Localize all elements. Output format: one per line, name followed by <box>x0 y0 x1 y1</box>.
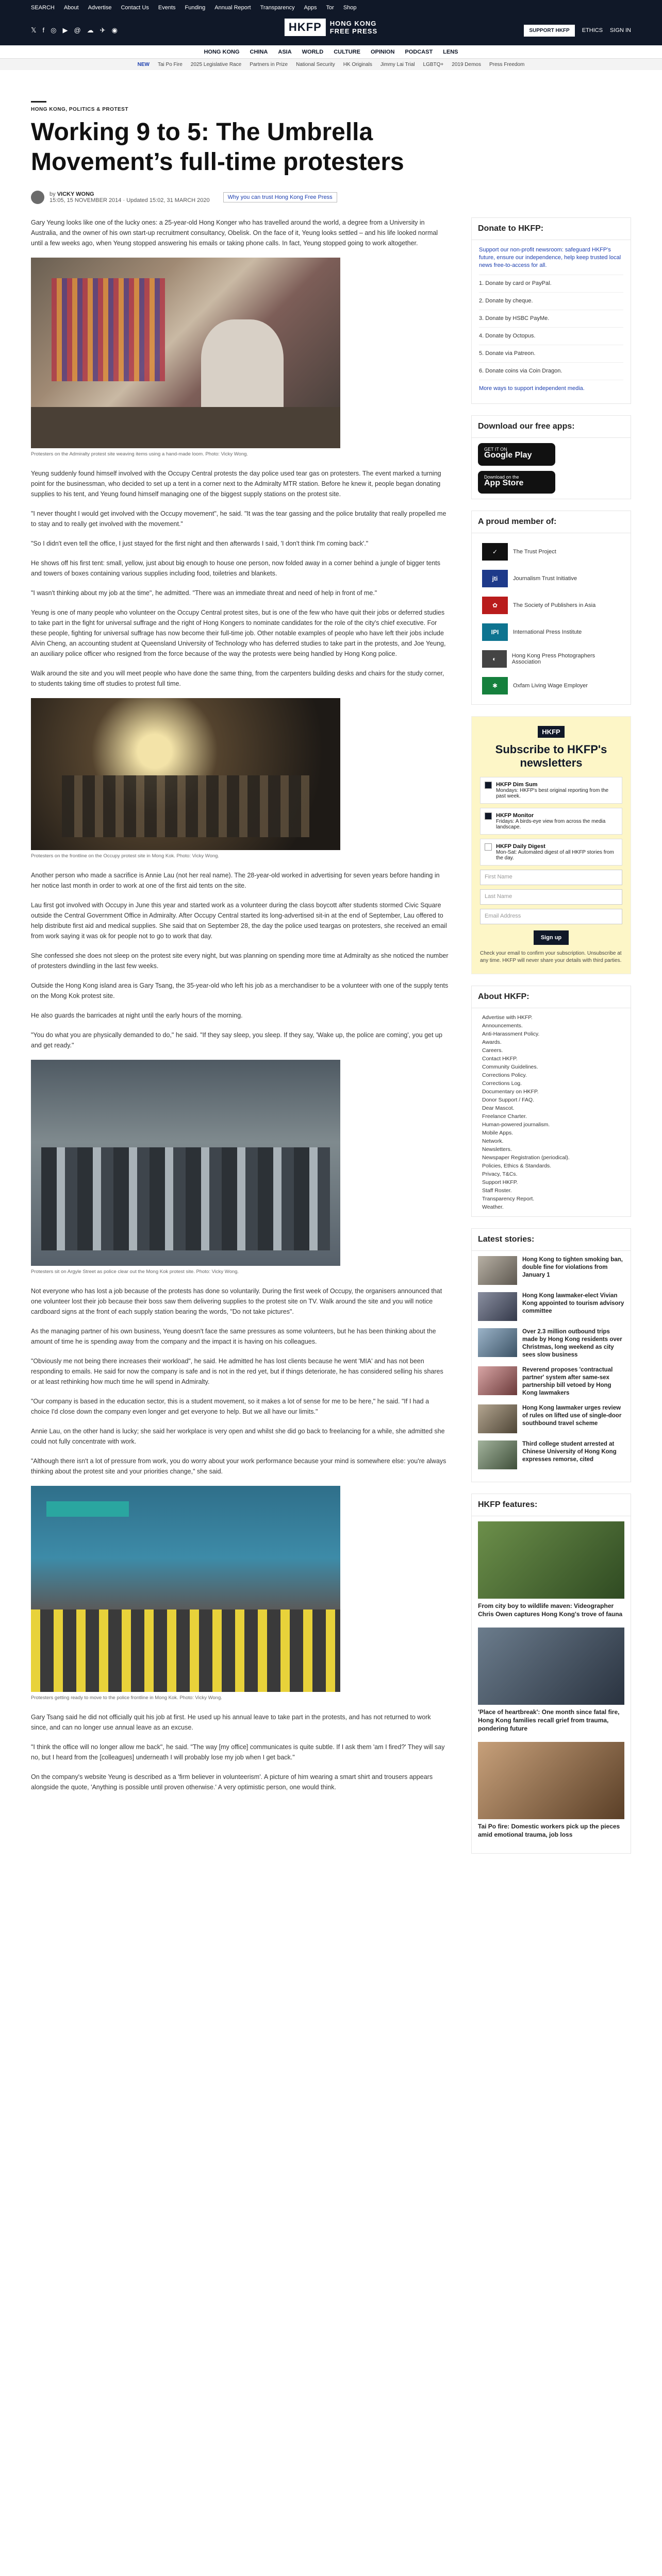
about-item[interactable]: Newspaper Registration (periodical). <box>482 1155 570 1161</box>
story-thumbnail <box>478 1328 517 1357</box>
paragraph: "Obviously me not being there increases their workload", he said. He admitted he has lost clients because he went 'MIA' and has not been responding to emails. He said for now the company is safe and is not in the red yet, but if things deteriorate, he has considered selling his shares or at least rethinking how much time he will spend in Admiralty. <box>31 1358 443 1385</box>
article-photo-3 <box>31 1060 340 1266</box>
bluesky-icon[interactable]: ☁ <box>87 26 94 34</box>
latest-title: Latest stories: <box>472 1229 631 1251</box>
about-item[interactable]: Policies, Ethics & Standards. <box>482 1163 552 1169</box>
about-item[interactable]: Privacy, T&Cs. <box>482 1171 518 1177</box>
newsletter-title: Subscribe to HKFP's newsletters <box>495 743 607 769</box>
paragraph: She confessed she does not sleep on the protest site every night, but was planning on spending more time at Admiralty as she noticed the number of protesters dwindling in the last few weeks. <box>31 952 449 970</box>
main-nav <box>0 45 662 59</box>
last-name-input[interactable]: Last Name <box>480 889 622 905</box>
newsletter-name: HKFP Monitor <box>496 812 534 819</box>
story-title: Reverend proposes 'contractual partner' system after same-sex partnership bill vetoed by Hong Kong lawmakers <box>522 1367 613 1396</box>
top-bar <box>0 0 662 45</box>
member-name: The Trust Project <box>513 549 556 555</box>
newsletter-option[interactable] <box>480 808 622 835</box>
latest-story[interactable] <box>478 1440 624 1469</box>
donate-text[interactable]: Support our non-profit newsroom: safeguard HKFP's future, ensure our independence, help keep trusted local news free-to-access for all. <box>479 247 621 268</box>
sign-in-link[interactable]: SIGN IN <box>610 27 631 33</box>
google-play-small: GET IT ON <box>484 447 507 452</box>
donate-option[interactable]: 5. Donate via Patreon. <box>479 345 623 362</box>
member-logo[interactable] <box>482 619 620 646</box>
member-logo[interactable] <box>482 646 620 672</box>
paragraph: "Although there isn't a lot of pressure from work, you do worry about your work performance because your mind is somewhere else: you're always thinking about the protest site and your priorities change," she said. <box>31 1458 446 1475</box>
events-link[interactable]: Events <box>158 5 176 11</box>
nav-hong-kong[interactable]: HONG KONG <box>204 48 240 55</box>
hkppa-icon: ◐ <box>482 650 507 668</box>
facebook-icon[interactable]: f <box>42 26 45 34</box>
features-title: HKFP features: <box>472 1494 631 1516</box>
support-button[interactable]: SUPPORT HKFP <box>524 25 574 37</box>
about-item[interactable]: Staff Roster. <box>482 1188 512 1194</box>
paragraph: Annie Lau, on the other hand is lucky; she said her workplace is very open and whilst she did go back to freelancing for a while, she admitted she could not fully concentrate with work. <box>31 1428 445 1445</box>
topic-ticker <box>0 59 662 70</box>
advertise-link[interactable]: Advertise <box>88 5 112 11</box>
donate-more-link[interactable]: More ways to support independent media. <box>479 380 623 397</box>
newsletter-note: Check your email to confirm your subscription. Unsubscribe at any time. HKFP will never share your details with third parties. <box>480 951 622 963</box>
oxfam-icon: ✱ <box>482 677 508 694</box>
about-item[interactable]: Advertise with HKFP. <box>482 1014 533 1021</box>
about-item[interactable]: Transparency Report. <box>482 1196 535 1202</box>
shop-link[interactable]: Shop <box>343 5 357 11</box>
nav-podcast[interactable]: PODCAST <box>405 48 433 55</box>
trust-button[interactable]: Why you can trust Hong Kong Free Press <box>223 192 337 202</box>
ticker-item[interactable]: Jimmy Lai Trial <box>380 61 415 67</box>
latest-story[interactable] <box>478 1328 624 1359</box>
about-item[interactable]: Newsletters. <box>482 1146 512 1153</box>
story-title: Hong Kong lawmaker urges review of rules on lifted use of single-door southbound travel scheme <box>522 1405 622 1427</box>
about-item[interactable]: Contact HKFP. <box>482 1056 518 1062</box>
about-item[interactable]: Corrections Policy. <box>482 1072 527 1078</box>
publish-date: 15:05, 15 NOVEMBER 2014 · Updated 15:02, 31 MARCH 2020 <box>49 197 210 204</box>
article-photo-2 <box>31 698 340 850</box>
about-item[interactable]: Dear Mascot. <box>482 1105 515 1111</box>
paragraph: He also guards the barricades at night until the early hours of the morning. <box>31 1012 243 1019</box>
ticker-item[interactable]: 2025 Legislative Race <box>190 61 242 67</box>
by-label: by <box>49 191 56 197</box>
donate-option[interactable]: 2. Donate by cheque. <box>479 292 623 310</box>
about-item[interactable]: Donor Support / FAQ. <box>482 1097 534 1103</box>
about-item[interactable]: Documentary on HKFP. <box>482 1089 539 1095</box>
feature-image[interactable] <box>478 1521 624 1599</box>
about-item[interactable]: Network. <box>482 1138 504 1144</box>
youtube-icon[interactable]: ▶ <box>62 26 68 34</box>
paragraph: Yeung suddenly found himself involved with the Occupy Central protests the day police used tear gas on protesters. The event marked a turning point for the businessman, who decided to set up a tent in a corner next to the Admiralty MTR station. Before he knew it, people began donating supplies to his tent, and Yeung found himself managing one of the biggest supply stations on the protest site. <box>31 470 441 498</box>
newsletter-box <box>471 716 631 974</box>
article-body <box>31 217 449 1865</box>
app-store-button[interactable] <box>478 471 555 494</box>
jti-icon: jti <box>482 570 508 587</box>
search-link[interactable]: SEARCH <box>31 5 55 11</box>
latest-box <box>471 1228 631 1482</box>
about-item[interactable]: Announcements. <box>482 1023 523 1029</box>
story-title: Over 2.3 million outbound trips made by Hong Kong residents over Christmas, long weekend as city sees slow business <box>522 1329 622 1358</box>
newsletter-name: HKFP Daily Digest <box>496 843 545 850</box>
article-category[interactable]: HONG KONG, POLITICS & PROTEST <box>31 101 46 112</box>
donate-box <box>471 217 631 404</box>
ticker-label: NEW <box>137 61 150 67</box>
checkbox[interactable] <box>485 843 492 851</box>
apps-box <box>471 415 631 499</box>
latest-story[interactable] <box>478 1292 624 1321</box>
ticker-item[interactable]: 2019 Demos <box>452 61 481 67</box>
photo-caption: Protesters on the frontline on the Occupy protest site in Mong Kok. Photo: Vicky Wong. <box>31 853 220 859</box>
newsletter-option[interactable] <box>480 777 622 804</box>
logo-box: HKFP <box>285 19 326 36</box>
donate-option[interactable]: 4. Donate by Octopus. <box>479 327 623 345</box>
newsletter-desc: Fridays: A birds-eye view from across the media landscape. <box>496 819 606 830</box>
tor-link[interactable]: Tor <box>326 5 334 11</box>
google-play-button[interactable] <box>478 443 555 466</box>
paragraph: Not everyone who has lost a job because of the protests has done so voluntarily. During the first week of Occupy, the organisers announced that one volunteer lost their job because their boss saw them delivering supplies to the protest site on TV. Walk around the site and you will notice cardboard signs at the front of each supply station bearing the words, "Do not take pictures". <box>31 1287 442 1315</box>
newsletter-option[interactable] <box>480 839 622 866</box>
photo-caption: Protesters getting ready to move to the police frontline in Mong Kok. Photo: Vicky Wong. <box>31 1695 222 1701</box>
paragraph: "You do what you are physically demanded to do," he said. "If they say sleep, you sleep. If they say, 'Wake up, the police are coming', you get up and get ready." <box>31 1031 442 1049</box>
article-photo-1 <box>31 258 340 448</box>
paragraph: "I think the office will no longer allow me back", he said. "The way [my office] communicates is quite subtle. If I ask them 'am I fired?' They will say no, but I heard from the [colleagues] underneath I will probably lose my job when I get back." <box>31 1743 445 1761</box>
article-photo-4 <box>31 1486 340 1692</box>
member-logo[interactable] <box>482 565 620 592</box>
telegram-icon[interactable]: ✈ <box>100 26 106 34</box>
member-logo[interactable] <box>482 538 620 565</box>
latest-story[interactable] <box>478 1366 624 1397</box>
threads-icon[interactable]: @ <box>74 26 81 34</box>
feature-title[interactable]: 'Place of heartbreak': One month since fatal fire, Hong Kong families recall grief from trauma, pondering future <box>478 1708 620 1732</box>
instagram-icon[interactable]: ◎ <box>51 26 57 34</box>
paragraph: Walk around the site and you will meet people who have done the same thing, from the carpenters building desks and chairs for the study corner, to students taking time off studies to protest full time. <box>31 670 444 687</box>
ipi-icon: IPI <box>482 623 508 641</box>
story-thumbnail <box>478 1440 517 1469</box>
ticker-item[interactable]: LGBTQ+ <box>423 61 444 67</box>
paragraph: "So I didn't even tell the office, I just stayed for the first night and then afterwards I said, 'I don't think I'm coming back'." <box>31 540 369 547</box>
hkfp-logo[interactable] <box>285 19 377 36</box>
paragraph: Another person who made a sacrifice is Annie Lau (not her real name). The 28-year-old worked in advertising for seven years before handing in her notice last month in order to work at one of the first aid tents on the site. <box>31 872 440 889</box>
donate-option[interactable]: 6. Donate coins via Coin Dragon. <box>479 362 623 380</box>
donate-title: Donate to HKFP: <box>472 218 631 240</box>
about-item[interactable]: Support HKFP. <box>482 1179 518 1185</box>
paragraph: "I wasn't thinking about my job at the time", he admitted. "There was an immediate threat and need of help in front of me." <box>31 589 377 597</box>
logo-line2: FREE PRESS <box>329 27 378 35</box>
photo-caption: Protesters sit on Argyle Street as police clear out the Mong Kok protest site. Photo: Vicky Wong. <box>31 1269 239 1275</box>
member-logo[interactable] <box>482 672 620 699</box>
paragraph: Gary Yeung looks like one of the lucky ones: a 25-year-old Hong Konger who has travelled around the world, a degree from a University in Australia, and the owner of his own start-up recruitment consultancy, Obelisk. On the face of it, Yeung looks settled – and his life looked normal until a few weeks ago, when Yeung stopped answering his emails or taking phone calls. In fact, Yeung stopped going to work altogether. <box>31 219 438 247</box>
paragraph: "I never thought I would get involved with the Occupy movement", he said. "It was the tear gassing and the police brutality that really propelled me to stay and to really get involved with the movement." <box>31 510 446 528</box>
about-list <box>472 1008 631 1216</box>
member-name: International Press Institute <box>513 629 582 635</box>
paragraph: Outside the Hong Kong island area is Gary Tsang, the 35-year-old who left his job as a merchandiser to be a volunteer with one of the supply tents on the Mong Kok protest site. <box>31 982 449 999</box>
story-thumbnail <box>478 1366 517 1395</box>
newsletter-desc: Mon-Sat: Automated digest of all HKFP stories from the day. <box>496 850 614 861</box>
photo-caption: Protesters on the Admiralty protest site weaving items using a hand-made loom. Photo: Vicky Wong. <box>31 451 249 457</box>
social-icons <box>31 26 118 35</box>
paragraph: Gary Tsang said he did not officially quit his job at first. He used up his annual leave to take part in the protests, and has not returned to work since, and can no longer use annual leave as an excuse. <box>31 1714 431 1731</box>
features-box <box>471 1494 631 1854</box>
member-name: Journalism Trust Initiative <box>513 575 577 582</box>
newsletter-desc: Mondays: HKFP's best original reporting from the past week. <box>496 788 609 799</box>
ethics-link[interactable]: ETHICS <box>582 27 603 33</box>
checkbox-checked[interactable] <box>485 812 492 820</box>
about-title: About HKFP: <box>472 986 631 1008</box>
utility-links <box>0 0 662 15</box>
annual-report-link[interactable]: Annual Report <box>214 5 251 11</box>
ticker-item[interactable]: Tai Po Fire <box>157 61 183 67</box>
logo-line1: HONG KONG <box>329 20 377 27</box>
member-box <box>471 511 631 705</box>
about-item[interactable]: Mobile Apps. <box>482 1130 514 1136</box>
about-item[interactable]: Awards. <box>482 1039 502 1045</box>
sidebar <box>471 217 631 1865</box>
story-thumbnail <box>478 1256 517 1285</box>
google-play-big: Google Play <box>484 451 532 460</box>
feature-title[interactable]: From city boy to wildlife maven: Videographer Chris Owen captures Hong Kong's trove of fauna <box>478 1602 623 1618</box>
donate-option[interactable]: 1. Donate by card or PayPal. <box>479 275 623 292</box>
donate-option[interactable]: 3. Donate by HSBC PayMe. <box>479 310 623 327</box>
about-item[interactable]: Human-powered journalism. <box>482 1122 550 1128</box>
byline <box>31 191 631 204</box>
story-title: Hong Kong to tighten smoking ban, double fine for violations from January 1 <box>522 1257 623 1278</box>
member-name: The Society of Publishers in Asia <box>513 602 596 608</box>
member-title: A proud member of: <box>472 511 631 533</box>
about-item[interactable]: Corrections Log. <box>482 1080 522 1087</box>
trust-project-icon: ✓ <box>482 543 508 561</box>
author-name[interactable]: VICKY WONG <box>57 191 94 197</box>
x-icon[interactable]: 𝕏 <box>31 26 37 34</box>
signup-button[interactable]: Sign up <box>534 930 569 945</box>
paragraph: "Our company is based in the education sector, this is a student movement, so it makes a lot of sense for me to be here," he said. "If I had a choice I'd close down the company even longer and get everyone to help. But we all have our limits." <box>31 1398 429 1415</box>
contact-link[interactable]: Contact Us <box>121 5 149 11</box>
checkbox-checked[interactable] <box>485 782 492 789</box>
about-item[interactable]: Careers. <box>482 1047 503 1054</box>
apps-link[interactable]: Apps <box>304 5 317 11</box>
paragraph: Yeung is one of many people who volunteer on the Occupy Central protest sites, but is one of the few who have quit their jobs or deferred studies to take part in the fight for universal suffrage and the right of Hong Kongers to nominate candidates for the role of the city's chief executive. For these people, fighting for universal suffrage has now become their full-time job. Other notable examples of people who have left their jobs include Alvin Cheng, an accounting student at Queensland University of Technology who has deferred studies to take part in the protests, and Joe Yeung, an auxiliary police officer who resigned from the force because of the way the protests were being handled by Hong Kong police. <box>31 609 446 657</box>
about-link[interactable]: About <box>63 5 79 11</box>
about-box <box>471 986 631 1217</box>
rss-icon[interactable]: ◉ <box>111 26 118 34</box>
story-thumbnail <box>478 1292 517 1321</box>
feature-title[interactable]: Tai Po fire: Domestic workers pick up the pieces amid emotional trauma, job loss <box>478 1823 620 1838</box>
nav-culture[interactable]: CULTURE <box>334 48 360 55</box>
about-item[interactable]: Anti-Harassment Policy. <box>482 1031 540 1037</box>
feature-image[interactable] <box>478 1742 624 1819</box>
story-thumbnail <box>478 1404 517 1433</box>
newsletter-logo: HKFP <box>538 726 564 738</box>
ticker-item[interactable]: Partners in Prize <box>250 61 288 67</box>
first-name-input[interactable]: First Name <box>480 870 622 885</box>
newsletter-name: HKFP Dim Sum <box>496 782 538 788</box>
apps-title: Download our free apps: <box>472 416 631 438</box>
nav-asia[interactable]: ASIA <box>278 48 292 55</box>
nav-lens[interactable]: LENS <box>443 48 458 55</box>
member-name: Oxfam Living Wage Employer <box>513 683 588 689</box>
article-title: Working 9 to 5: The Umbrella Movement’s full-time protesters <box>31 118 404 176</box>
app-store-big: App Store <box>484 479 524 487</box>
latest-story[interactable] <box>478 1404 624 1433</box>
app-store-small: Download on the <box>484 474 519 480</box>
story-title: Third college student arrested at Chinese University of Hong Kong expresses remorse, cited <box>522 1441 617 1463</box>
feature-image[interactable] <box>478 1628 624 1705</box>
paragraph: He shows off his first tent: small, yellow, just about big enough to house one person, now folded away in a corner behind a jungle of bigger tents and towers of boxes containing various supplies including food, toiletries and blankets. <box>31 560 441 577</box>
member-logo[interactable] <box>482 592 620 619</box>
logo-text <box>330 20 377 35</box>
ticker-item[interactable]: National Security <box>296 61 335 67</box>
paragraph: On the company's website Yeung is described as a 'firm believer in volunteerism'. A picture of him wearing a smart shirt and trousers appears alongside the quote, 'Anything is possible until proven otherwise.' A very optimistic person, one would think. <box>31 1773 433 1791</box>
transparency-link[interactable]: Transparency <box>260 5 295 11</box>
author-avatar <box>31 191 44 204</box>
ticker-item[interactable]: Press Freedom <box>489 61 525 67</box>
email-input[interactable]: Email Address <box>480 909 622 924</box>
nav-china[interactable]: CHINA <box>250 48 268 55</box>
sopa-icon: ✿ <box>482 597 508 614</box>
paragraph: As the managing partner of his own business, Yeung doesn't face the same pressures as some volunteers, but he has been thinking about the amount of time he is spending away from the company and the impact it is having on his colleagues. <box>31 1328 436 1345</box>
nav-opinion[interactable]: OPINION <box>370 48 395 55</box>
story-title: Hong Kong lawmaker-elect Vivian Kong appointed to tourism advisory committee <box>522 1293 624 1314</box>
member-name: Hong Kong Press Photographers Association <box>511 653 595 665</box>
about-item[interactable]: Freelance Charter. <box>482 1113 527 1120</box>
about-item[interactable]: Community Guidelines. <box>482 1064 538 1070</box>
funding-link[interactable]: Funding <box>185 5 206 11</box>
nav-world[interactable]: WORLD <box>302 48 324 55</box>
paragraph: Lau first got involved with Occupy in June this year and started work as a volunteer during the class boycott after students stormed Civic Square outside the Central Government Office in Admiralty. After Occupy Central started its long-advertised sit-in at the end of September, Lau offered to help distribute first aid and medical supplies. She said that on September 28, the day the police used teargas on protesters, she received an email from work saying it was ok for people not to go to work that day. <box>31 902 447 940</box>
about-item[interactable]: Weather. <box>482 1204 504 1210</box>
latest-story[interactable] <box>478 1256 624 1285</box>
ticker-item[interactable]: HK Originals <box>343 61 372 67</box>
